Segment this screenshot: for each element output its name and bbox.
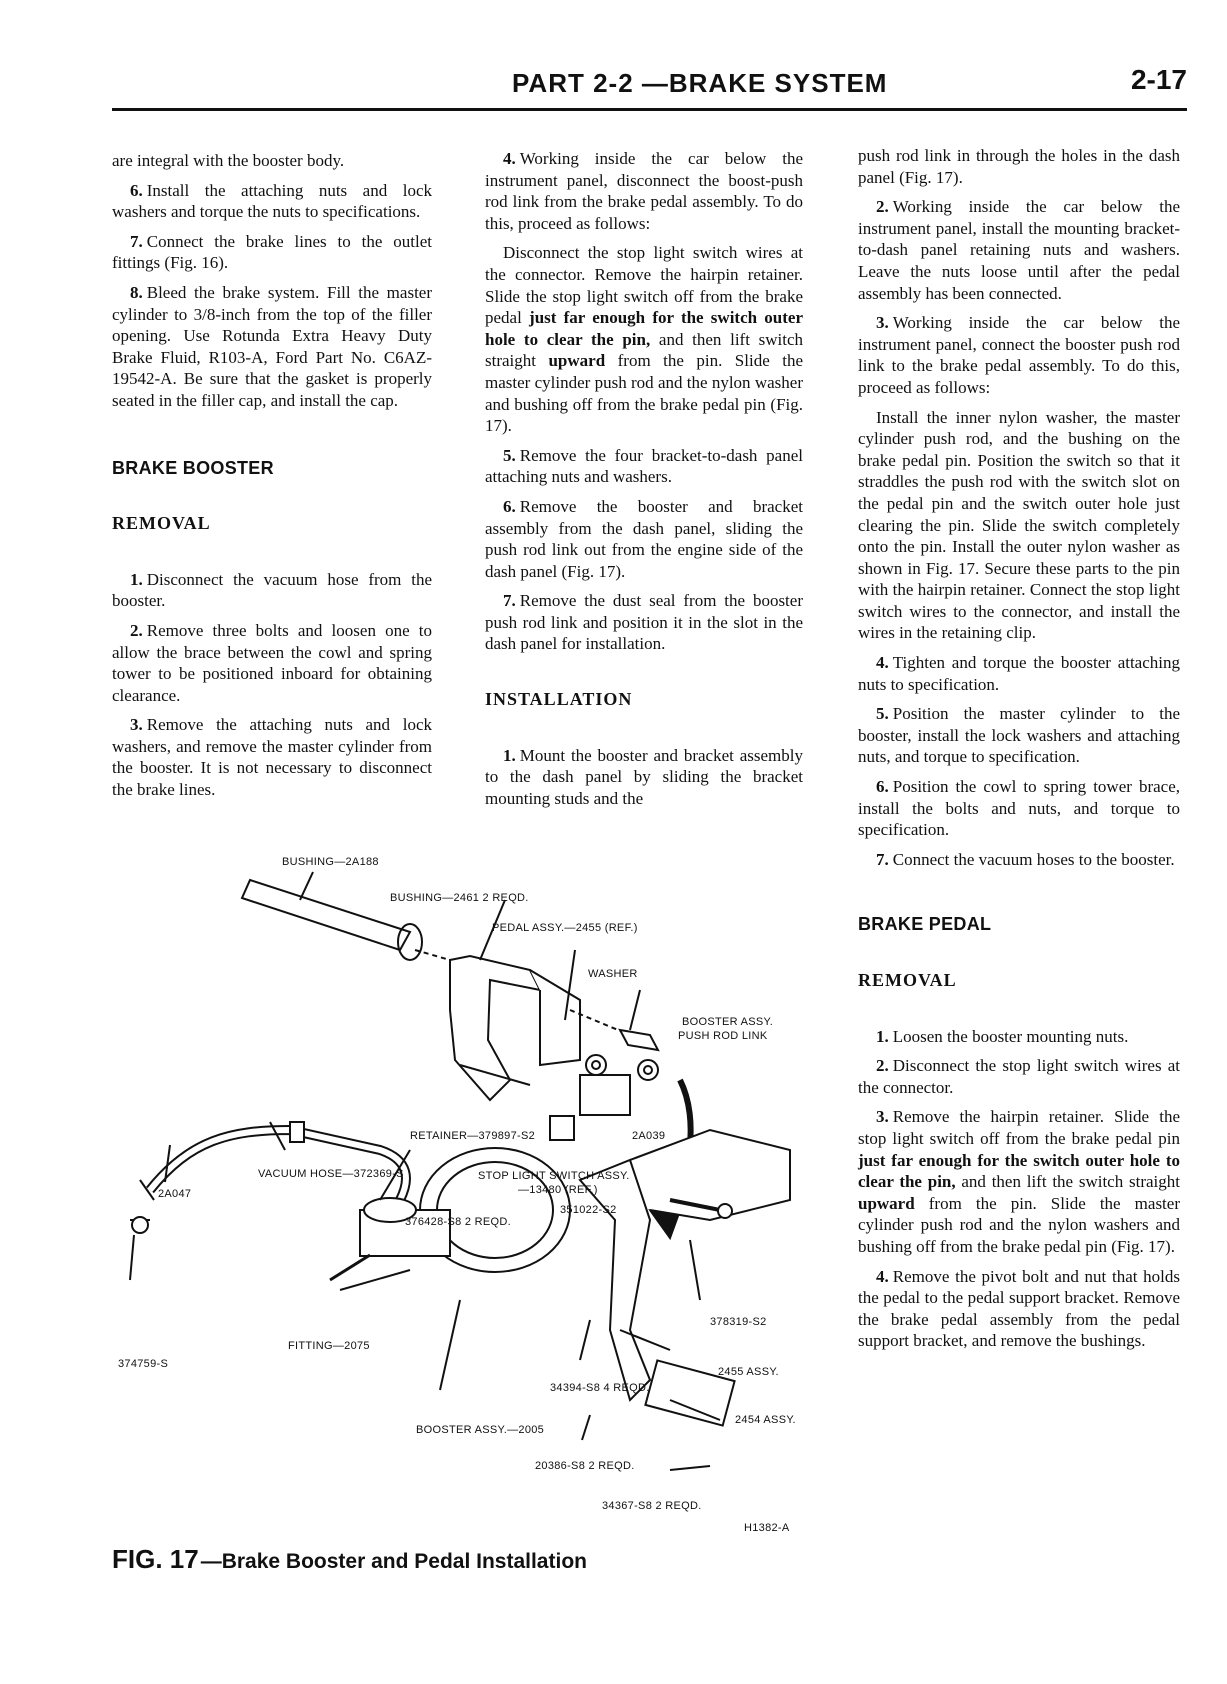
sub-step: Disconnect the stop light switch wires at the connector. Remove the hairpin retainer. Slide the stop light switch off from the brake pedal just far enough for the switch outer hole to clear the pin, and then lift switch straight upward from the pin. Slide the master cylinder push rod and the nylon washer and bushing off from the brake pedal pin (Fig. 17). bbox=[485, 243, 804, 436]
label-2a047: 2A047 bbox=[158, 1188, 192, 1200]
removal-step-1: 1. Loosen the booster mounting nuts. bbox=[876, 1026, 1129, 1046]
label-20386: 20386-S8 2 REQD. bbox=[535, 1460, 635, 1472]
label-booster-push-rod-1: BOOSTER ASSY. bbox=[682, 1016, 774, 1028]
label-bushing-2461: BUSHING—2461 2 REQD. bbox=[390, 892, 529, 904]
heading-removal: REMOVAL bbox=[858, 970, 957, 990]
label-stop-light-2: —13480 (REF.) bbox=[518, 1184, 598, 1196]
label-378319: 378319-S2 bbox=[710, 1316, 767, 1328]
label-376428: 376428-S8 2 REQD. bbox=[405, 1216, 511, 1228]
step-7: 7. Connect the vacuum hoses to the booster. bbox=[876, 849, 1175, 869]
brake-pedal-arm bbox=[580, 1160, 650, 1400]
label-351022: 351022-S2 bbox=[560, 1204, 617, 1216]
removal-step-3: 3. Remove the hairpin retainer. Slide the stop light switch off from the brake pedal pin just far enough for the switch outer hole to clear the pin, and then lift the switch straight upward from the pin. Slide the master cylinder push rod and the nylon washers and bushing off from the brake pedal pin (Fig. 17). bbox=[858, 1107, 1180, 1256]
paragraph: are integral with the booster body. bbox=[112, 151, 345, 170]
step-6: 6. Remove the booster and bracket assembly from the dash panel, sliding the push rod link out from the engine side of the dash panel (Fig. 17). bbox=[485, 496, 803, 581]
page-header bbox=[112, 64, 1187, 111]
label-h1382: H1382-A bbox=[744, 1522, 790, 1534]
section-title: PART 2-2 —BRAKE SYSTEM bbox=[512, 68, 888, 98]
label-bushing-2a188: BUSHING—2A188 bbox=[282, 856, 379, 868]
bushing-rod bbox=[242, 880, 410, 950]
sub-step: Install the inner nylon washer, the master cylinder push rod, and the bushing on the brake pedal pin. Position the switch so that it straddles the push rod with the switch slot on the pedal pin and the switch outer hole just clearing the pin. Slide the switch completely onto the pin. Install the outer nylon washer as shown in Fig. 17. Secure these parts to the pin with the hairpin retainer. Connect the stop light switch wires to the connector, and install the wires in the retaining clip. bbox=[858, 407, 1180, 643]
step-2: 2. Working inside the car below the instrument panel, install the mounting bracket-to-dash panel retaining nuts and washers. Leave the nuts loose until after the pedal assembly has been connected. bbox=[858, 197, 1180, 303]
removal-step-2: 2. Disconnect the stop light switch wires at the connector. bbox=[858, 1056, 1180, 1097]
washer bbox=[586, 1055, 606, 1075]
stop-light-switch bbox=[580, 1075, 630, 1115]
label-2454-assy: 2454 ASSY. bbox=[735, 1414, 796, 1426]
pedal-bracket bbox=[450, 956, 540, 1100]
label-washer: WASHER bbox=[588, 968, 638, 980]
step-7: 7. Connect the brake lines to the outlet fittings (Fig. 16). bbox=[112, 231, 432, 273]
step-5: 5. Remove the four bracket-to-dash panel attaching nuts and washers. bbox=[485, 445, 803, 487]
step-3: 3. Working inside the car below the instrument panel, connect the booster push rod link to the brake pedal assembly. To do this, proceed as follows: bbox=[858, 313, 1180, 397]
column-middle bbox=[485, 148, 803, 817]
label-booster-2005: BOOSTER ASSY.—2005 bbox=[416, 1424, 545, 1436]
label-34394: 34394-S8 4 REQD. bbox=[550, 1382, 650, 1394]
removal-step-1: 1. Disconnect the vacuum hose from the booster. bbox=[112, 569, 432, 611]
removal-step-4: 4. Remove the pivot bolt and nut that holds the pedal to the pedal support bracket. Remove the brake pedal assembly from the pedal support bracket, and remove the bushings. bbox=[858, 1266, 1180, 1351]
step-4: 4. Tighten and torque the booster attaching nuts to specification. bbox=[858, 653, 1180, 694]
heading-brake-booster: BRAKE BOOSTER bbox=[112, 457, 274, 478]
label-vacuum-hose: VACUUM HOSE—372369-S bbox=[258, 1168, 404, 1180]
step-8: 8. Bleed the brake system. Fill the master cylinder to 3/8-inch from the top of the filler opening. Use Rotunda Extra Heavy Duty Brake Fluid, R103-A, Ford Part No. C6AZ-19542-A. Be sure that the gasket is properly seated in the filler cap, and install the cap. bbox=[112, 282, 432, 410]
install-step-1: 1. Mount the booster and bracket assembly to the dash panel by sliding the bracket mounting studs and the bbox=[485, 745, 803, 808]
brake-booster-diagram bbox=[110, 860, 830, 1540]
label-pedal-assy: PEDAL ASSY.—2455 (REF.) bbox=[492, 922, 638, 934]
step-7: 7. Remove the dust seal from the booster push rod link and position it in the slot in the dash panel for installation. bbox=[485, 591, 803, 654]
label-retainer: RETAINER—379897-S2 bbox=[410, 1130, 536, 1142]
figure-caption-text: —Brake Booster and Pedal Installation bbox=[200, 1550, 587, 1573]
page-number: 2-17 bbox=[1130, 64, 1187, 95]
label-fitting: FITTING—2075 bbox=[288, 1340, 370, 1352]
step-6: 6. Install the attaching nuts and lock washers and torque the nuts to specifications. bbox=[112, 180, 432, 222]
heading-removal: REMOVAL bbox=[112, 513, 211, 534]
label-booster-push-rod-2: PUSH ROD LINK bbox=[678, 1030, 768, 1042]
figure-caption bbox=[112, 1544, 587, 1575]
figure-number: FIG. 17 bbox=[112, 1544, 199, 1574]
heading-brake-pedal: BRAKE PEDAL bbox=[858, 914, 992, 935]
paragraph: push rod link in through the holes in the dash panel (Fig. 17). bbox=[858, 146, 1180, 187]
removal-step-2: 2. Remove three bolts and loosen one to allow the brace between the cowl and spring tower to be positioned inboard for obtaining clearance. bbox=[112, 620, 432, 705]
removal-step-3: 3. Remove the attaching nuts and lock washers, and remove the master cylinder from the booster. It is not necessary to disconnect the brake lines. bbox=[112, 715, 432, 800]
step-5: 5. Position the master cylinder to the booster, install the lock washers and attaching nuts, and torque to specification. bbox=[858, 704, 1180, 767]
label-stop-light-1: STOP LIGHT SWITCH ASSY. bbox=[478, 1170, 630, 1182]
label-374759: 374759-S bbox=[118, 1358, 169, 1370]
push-rod-link bbox=[620, 1030, 658, 1050]
label-2455-assy: 2455 ASSY. bbox=[718, 1366, 779, 1378]
column-left bbox=[112, 150, 432, 809]
step-6: 6. Position the cowl to spring tower brace, install the bolts and nuts, and torque to specification. bbox=[858, 777, 1180, 840]
figure-17-illustration bbox=[110, 856, 830, 1600]
column-right bbox=[858, 145, 1180, 1360]
heading-installation: INSTALLATION bbox=[485, 689, 633, 710]
label-34367: 34367-S8 2 REQD. bbox=[602, 1500, 702, 1512]
label-2a039: 2A039 bbox=[632, 1130, 666, 1142]
step-4: 4. Working inside the car below the instrument panel, disconnect the boost-push rod link from the brake pedal assembly. To do this, proceed as follows: bbox=[485, 149, 803, 233]
